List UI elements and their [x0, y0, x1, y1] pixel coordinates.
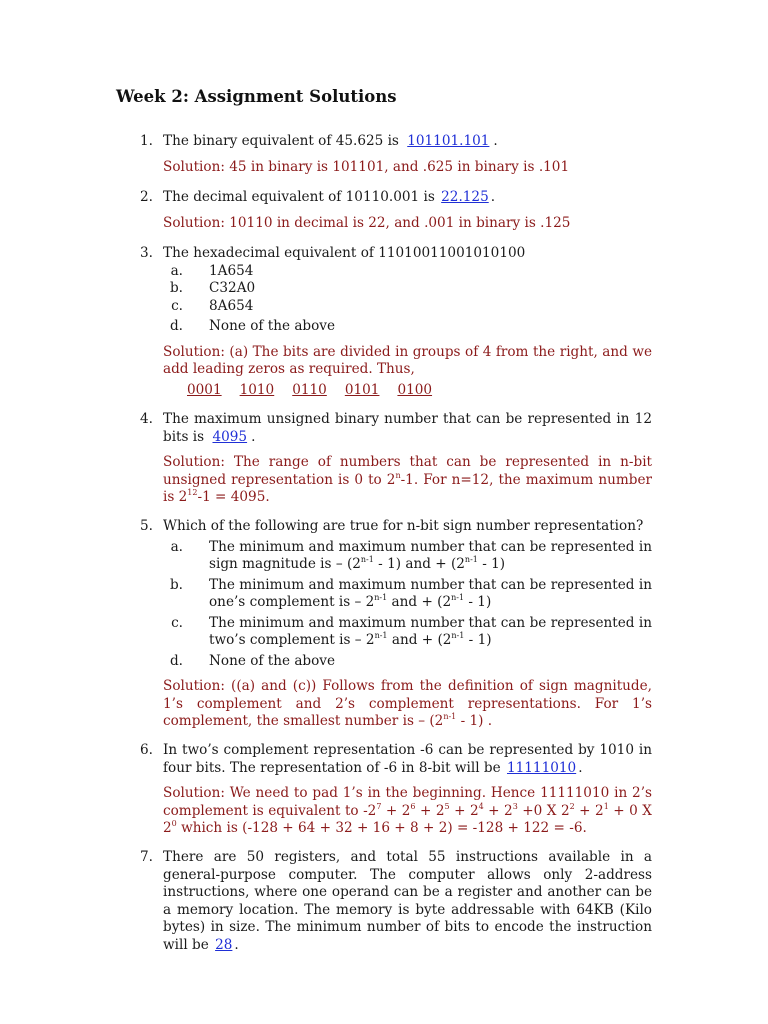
solution: Solution: 45 in binary is 101101, and .625 in binary is .101: [163, 158, 570, 175]
solution-part: + 2: [381, 802, 411, 819]
option-b: [163, 577, 652, 612]
question-text: Which of the following are true for n-bit sign number representation?: [163, 518, 644, 534]
option-label: c.: [171, 614, 183, 631]
option-label: c.: [171, 297, 183, 314]
answer: 4095: [212, 428, 248, 445]
superscript: n-1: [374, 631, 388, 640]
option-a: [163, 539, 652, 574]
question-text: The hexadecimal equivalent of 11010011001010100: [163, 245, 526, 261]
option-text: [209, 577, 652, 612]
question-2: [140, 189, 652, 232]
superscript: n-1: [443, 712, 457, 721]
question-6: [140, 742, 652, 838]
solution-part: + 2: [483, 802, 513, 819]
question-7: [140, 849, 652, 954]
solution: Solution: 10110 in decimal is 22, and .001 in binary is .125: [163, 214, 571, 231]
solution: [163, 678, 652, 731]
answer: 11111010: [506, 759, 577, 776]
superscript: n-1: [374, 593, 388, 602]
solution: Solution: (a) The bits are divided in groups of 4 from the right, and we add leading zeros as required. Thus,: [163, 343, 652, 377]
superscript: 0: [171, 819, 177, 828]
bit-groups: [187, 382, 652, 400]
option-text: 8A654: [209, 297, 254, 314]
question-tail: .: [490, 189, 496, 205]
option-text: [209, 615, 652, 650]
answer: 101101.101: [407, 133, 490, 149]
option-part: and + (2: [387, 594, 452, 610]
option-part: - 1): [464, 632, 492, 648]
page-title: Week 2: Assignment Solutions: [116, 87, 397, 106]
option-b: [163, 280, 652, 298]
option-text: 1A654: [209, 262, 254, 279]
solution-part: Solution: The range of numbers that can be represented in n-bit unsigned representation is 0 to 2: [163, 454, 652, 488]
option-text: None of the above: [209, 652, 336, 669]
solution-part: - 1) .: [456, 713, 493, 729]
question-tail: .: [493, 133, 498, 149]
superscript: 1: [603, 801, 609, 811]
question-text: [163, 742, 652, 777]
option-part: The minimum and maximum number that can be represented in one’s complement is – 2: [209, 576, 652, 610]
question-1: [140, 133, 652, 176]
question-number: 6.: [140, 742, 153, 758]
superscript: n-1: [464, 555, 478, 564]
option-part: - 1) and + (2: [373, 556, 465, 572]
question-text: [163, 411, 652, 446]
solution-part: Solution: ((a) and (c)) Follows from the definition of sign magnitude, 1’s complement and 2’s complement representations. For 1’s complement, the smallest number is – (2: [163, 678, 652, 729]
option-d: [163, 653, 652, 671]
superscript: 6: [410, 801, 416, 811]
question-number: 4.: [140, 411, 153, 427]
option-part: - 1): [477, 556, 506, 572]
solution-part: -1. For n=12, the maximum number is 2: [163, 471, 652, 505]
option-label: a.: [170, 538, 183, 555]
option-label: a.: [170, 262, 183, 279]
superscript: n-1: [451, 593, 465, 602]
question-text-body: There are 50 registers, and total 55 instructions available in a general-purpose computer. The computer allows only 2-address instructions, where one operand can be a register and another can be a memory location. The memory is byte addressable with 64KB (Kilo bytes) in size. The minimum number of bits to encode the instruction will be: [163, 849, 652, 953]
question-text: The decimal equivalent of 10110.001 is: [163, 189, 435, 205]
superscript: 12: [187, 488, 198, 497]
superscript: 7: [376, 801, 382, 811]
solution-part: + 2: [574, 802, 604, 819]
question-number: 3.: [140, 245, 153, 261]
solution-part: +0 X 2: [517, 802, 570, 819]
question-4: [140, 411, 652, 507]
option-part: and + (2: [387, 632, 452, 648]
superscript: n: [395, 470, 401, 480]
option-c: [163, 615, 652, 650]
question-5: [140, 518, 652, 731]
bit-group: 0001: [187, 381, 222, 398]
solution-part: + 2: [449, 802, 479, 819]
question-number: 2.: [140, 189, 153, 205]
question-tail: .: [578, 759, 583, 776]
question-text: [163, 849, 652, 954]
bit-group: 0101: [344, 381, 380, 398]
option-label: d.: [169, 652, 183, 669]
solution-part: Solution: We need to pad 1’s in the beginning. Hence 11111010 in 2’s complement is equivalent to -2: [163, 785, 652, 819]
answer: 22.125: [441, 189, 489, 205]
option-part: The minimum and maximum number that can be represented in sign magnitude is – (2: [209, 538, 652, 572]
superscript: 5: [444, 801, 450, 811]
question-3: [140, 245, 652, 399]
option-d: [163, 318, 652, 336]
solution-part: -1 = 4095.: [197, 489, 270, 505]
solution-part: which is (-128 + 64 + 32 + 16 + 8 + 2) = -128 + 122 = -6.: [176, 820, 587, 836]
bit-group: 1010: [239, 381, 275, 398]
superscript: 3: [512, 801, 518, 811]
bit-group: 0110: [292, 381, 327, 398]
question-number: 5.: [140, 518, 153, 534]
option-a: [163, 263, 652, 281]
question-tail: .: [234, 936, 239, 953]
solution: [163, 454, 652, 507]
option-text: None of the above: [209, 318, 336, 334]
option-label: d.: [169, 318, 183, 334]
superscript: 4: [478, 801, 484, 811]
question-number: 7.: [140, 849, 153, 865]
question-tail: .: [251, 428, 256, 445]
solution-part: + 2: [415, 802, 445, 819]
option-part: - 1): [464, 594, 492, 610]
superscript: 2: [569, 801, 575, 811]
superscript: n-1: [360, 555, 374, 564]
option-part: The minimum and maximum number that can be represented in two’s complement is – 2: [209, 614, 652, 648]
question-text: The binary equivalent of 45.625 is: [163, 133, 399, 149]
option-text: [209, 539, 652, 574]
solution: [163, 785, 652, 838]
option-text: C32A0: [209, 280, 256, 296]
solution-part: + 0 X 2: [163, 802, 652, 836]
superscript: n-1: [451, 631, 465, 640]
question-text-body: The maximum unsigned binary number that can be represented in 12 bits is: [163, 411, 652, 445]
question-text-body: In two’s complement representation -6 can be represented by 1010 in four bits. The representation of -6 in 8-bit will be: [163, 742, 652, 776]
option-label: b.: [169, 280, 183, 296]
option-label: b.: [169, 576, 183, 593]
answer: 28: [215, 936, 233, 953]
bit-group: 0100: [397, 381, 433, 398]
option-c: [163, 298, 652, 316]
question-number: 1.: [140, 133, 153, 149]
